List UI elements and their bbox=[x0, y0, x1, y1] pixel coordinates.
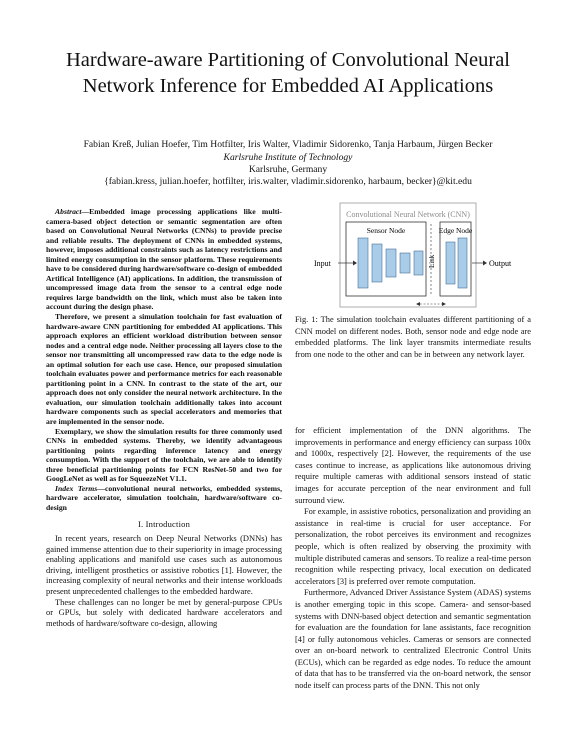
abstract-paragraph-1: Abstract—Embedded image processing applications like multi-camera-based object detection or semantic segmentation are often based on Convolutional Neural Networks (CNNs) to provide precise and reliable results. The deployment of CNNs in embedded systems, however, imposes additional constraints such as latency restrictions and limited energy consumption in the sensor platform. These requirements have to be considered during hardware/software co-design of embedded Artifical Intelligence (AI) applications. In addition, the transmission of uncompressed image data from the sensor to a central edge node requires large bandwidth on the link, which must also be taken into account during the design phase. bbox=[46, 207, 282, 312]
link-arrow-right-head bbox=[442, 302, 446, 306]
input-label: Input bbox=[314, 259, 331, 268]
index-terms: Index Terms—convolutional neural networks, embedded systems, hardware accelerator, simulation toolchain, hardware/software co-design bbox=[46, 483, 283, 512]
intro-paragraph-2: These challenges can no longer be met by general-purpose CPUs or GPUs, but solely with dedicated hardware accelerators and methods of hardware/software co-design, allowing bbox=[46, 596, 282, 628]
location: Karlsruhe, Germany bbox=[248, 164, 328, 175]
abstract-paragraph-2: Therefore, we present a simulation toolchain for fast evaluation of hardware-aware CNN partitioning for embedded AI applications. This approach explores an efficient workload distribution between sensor nodes and a central edge node. Neither processing all layers close to the sensor nor transmitting all uncompressed raw data to the edge node is an optimal solution for each use case. Hence, our proposed simulation toolchain evaluates power and performance metrics for each reasonable partitioning point in a CNN. In contrast to the state of the art, our approach does not only consider the neural network architecture. In the evaluation, our simulation toolchain additionally takes into account hardware components such as special accelerators and memories that are implemented in the sensor node. bbox=[46, 312, 282, 427]
output-label: Output bbox=[489, 259, 512, 268]
author-list: Fabian Kreß, Julian Hoefer, Tim Hotfilter, Iris Walter, Vladimir Sidorenko, Tanja Harbaum, Jürgen Becker bbox=[83, 139, 493, 150]
abstract-label: Abstract bbox=[55, 207, 82, 216]
cnn-layer-block bbox=[414, 251, 423, 275]
figure-caption: Fig. 1: The simulation toolchain evaluates different partitioning of a CNN model on different nodes. Both, sensor node and edge node are embedded platforms. The link layer transmits intermediate results from one node to the other and can be in between any network layer. bbox=[295, 315, 531, 359]
sensor-node-label: Sensor Node bbox=[366, 226, 406, 235]
cnn-layer-block bbox=[358, 238, 368, 288]
cnn-label: Convolutional Neural Network (CNN) bbox=[346, 210, 470, 219]
cnn-layer-block bbox=[446, 242, 455, 284]
input-arrowhead bbox=[353, 261, 357, 266]
section-heading-introduction: I. Introduction bbox=[137, 518, 191, 529]
affiliation bbox=[20, 152, 556, 188]
edge-node-label: Edge Node bbox=[438, 226, 473, 235]
cnn-layer-block bbox=[400, 253, 410, 273]
abstract-paragraph-3: Exemplary, we show the simulation results for three commonly used CNNs in embedded systems. Thereby, we identify advantageous partitioning points regarding inference latency and energy consumption. With the support of the toolchain, we are able to identify three beneficial partitioning points for FCN ResNet-50 and two for GoogLeNet as well as for SqueezeNet V1.1. bbox=[46, 426, 282, 484]
institution: Karlsruhe Institute of Technology bbox=[223, 152, 353, 163]
paper-title: Hardware-aware Partitioning of Convolutional Neural Network Inference for Embedded AI Applications bbox=[65, 49, 511, 97]
email-list: {fabian.kress, julian.hoefer, hotfilter, iris.walter, vladimir.sidorenko, harbaum, becker}@kit.edu bbox=[104, 176, 472, 187]
cnn-layer-block bbox=[458, 238, 467, 288]
right-column bbox=[295, 425, 531, 692]
link-arrow-left-head bbox=[416, 302, 420, 306]
right-paragraph-1: for efficient implementation of the DNN algorithms. The improvements in performance and energy efficiency can surpass 100x and 1000x, respectively [2]. However, the requirements of the use cases continue to increase, as applications like autonomous driving require multiple cameras with additional sensors instead of static images for accurate perception of the near environment and full surround view. bbox=[295, 426, 531, 505]
output-arrowhead bbox=[483, 261, 487, 266]
link-label: Link bbox=[428, 254, 436, 268]
intro-paragraph-1: In recent years, research on Deep Neural Networks (DNNs) has gained immense attention due to their superiority in image processing enabling applications and manifold use cases such as autonomous driving, intelligent prosthetics or assistive robotics [1]. However, the increasing complexity of neural networks and their intense workloads present unprecedented challenges to the embedded hardware. bbox=[46, 533, 282, 597]
left-column bbox=[46, 207, 282, 628]
index-terms-label: Index Terms bbox=[55, 483, 98, 493]
right-paragraph-3: Furthermore, Advanced Driver Assistance System (ADAS) systems is another emerging topic in this scope. Camera- and sensor-based systems with DNN-based object detection and semantic segmentation for evaluation are the foundation for lane assistants, face recognition [4] or fully autonomous vehicles. Cameras or sensors are connected over an on-board network to centralized Electronic Control Units (ECUs), which can be regarded as edge nodes. To reduce the amount of data that has to be transferred via the on-board network, the sensor node itself can process parts of the DNN. This not only bbox=[295, 588, 531, 691]
right-paragraph-2: For example, in assistive robotics, personalization and providing an assistance in real-time is crucial for user acceptance. For personalization, the robot perceives its environment and recognizes people, which is often realized by observing the proximity with multiple distributed cameras and sensors. To realize a real-time person recognition while respecting privacy, local execution on dedicated accelerators [3] is preferred over remote computation. bbox=[295, 507, 532, 586]
cnn-layer-block bbox=[386, 249, 396, 277]
figure-cnn-partitioning bbox=[296, 200, 532, 310]
cnn-layer-block bbox=[372, 244, 382, 282]
cnn-layers bbox=[358, 238, 467, 288]
